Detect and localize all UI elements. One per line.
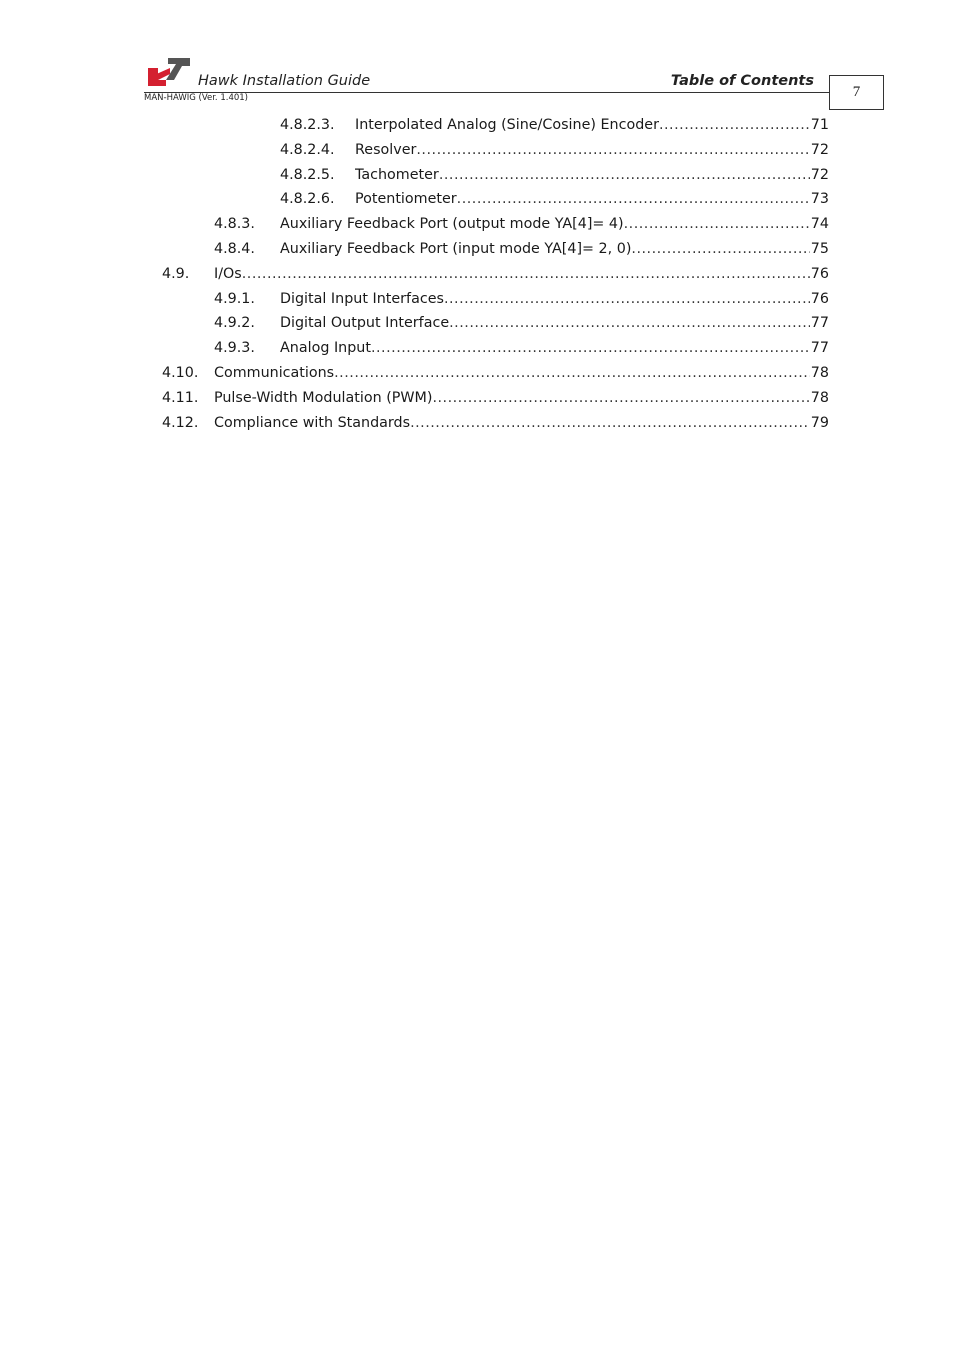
dot-leader — [432, 386, 809, 411]
toc-entry-page: 71 — [810, 117, 829, 133]
toc-entry-page: 77 — [810, 315, 829, 332]
toc-entry-title: Communications — [214, 364, 335, 381]
toc-entry-number: 4.8.2.4. — [280, 141, 335, 158]
table-of-contents — [0, 113, 954, 435]
section-title: Table of Contents — [670, 73, 814, 89]
toc-entry-title: Auxiliary Feedback Port (input mode YA[4]= 2, 0) — [280, 240, 632, 257]
toc-entry[interactable] — [0, 187, 954, 212]
toc-entry-title: Auxiliary Feedback Port (output mode YA[4]= 4) — [280, 216, 624, 233]
toc-entry-page: 78 — [810, 364, 829, 381]
toc-entry-page: 77 — [810, 340, 829, 357]
toc-entry-title: Digital Input Interfaces — [280, 290, 444, 307]
toc-entry[interactable] — [0, 237, 954, 262]
dot-leader — [631, 237, 809, 262]
toc-entry-number: 4.8.4. — [214, 240, 255, 257]
toc-entry[interactable] — [0, 411, 954, 436]
toc-entry-number: 4.12. — [162, 414, 199, 431]
toc-entry-title: Compliance with Standards — [214, 414, 411, 431]
toc-entry-number: 4.11. — [162, 389, 199, 406]
dot-leader — [659, 113, 810, 138]
toc-entry-title: Digital Output Interface — [280, 315, 450, 332]
toc-entry-page: 75 — [810, 240, 829, 257]
toc-entry[interactable] — [0, 287, 954, 312]
toc-entry-page: 74 — [810, 216, 829, 233]
dot-leader — [416, 138, 809, 163]
toc-entry-number: 4.9.3. — [214, 340, 255, 357]
toc-entry-page: 76 — [810, 290, 829, 307]
toc-entry-title: Pulse-Width Modulation (PWM) — [214, 389, 433, 406]
toc-entry-title: Potentiometer — [355, 191, 457, 208]
toc-entry-title: Tachometer — [355, 166, 439, 183]
dot-leader — [410, 411, 810, 436]
dot-leader — [457, 187, 810, 212]
toc-entry-number: 4.10. — [162, 364, 199, 381]
toc-entry-title: Resolver — [355, 141, 417, 158]
toc-entry-title: Interpolated Analog (Sine/Cosine) Encoder — [355, 117, 659, 133]
toc-entry-number: 4.8.2.6. — [280, 191, 335, 208]
dot-leader — [371, 336, 810, 361]
toc-entry-page: 73 — [810, 191, 829, 208]
document-id: MAN-HAWIG (Ver. 1.401) — [144, 93, 248, 103]
document-title: Hawk Installation Guide — [198, 73, 371, 89]
toc-entry-page: 72 — [810, 141, 829, 158]
company-logo — [148, 58, 190, 88]
page-number: 7 — [829, 75, 884, 110]
toc-entry[interactable] — [0, 163, 954, 188]
toc-entry[interactable] — [0, 361, 954, 386]
toc-entry-page: 79 — [810, 414, 829, 431]
toc-entry-page: 78 — [810, 389, 829, 406]
toc-entry-number: 4.8.2.3. — [280, 117, 335, 133]
toc-entry-number: 4.8.2.5. — [280, 166, 335, 183]
toc-entry-page: 72 — [810, 166, 829, 183]
toc-entry[interactable] — [0, 113, 954, 138]
toc-entry-title: I/Os — [214, 265, 242, 282]
dot-leader — [439, 163, 810, 188]
toc-entry[interactable] — [0, 311, 954, 336]
toc-entry-number: 4.8.3. — [214, 216, 255, 233]
toc-entry-number: 4.9.2. — [214, 315, 255, 332]
toc-entry[interactable] — [0, 262, 954, 287]
toc-entry[interactable] — [0, 336, 954, 361]
toc-entry[interactable] — [0, 386, 954, 411]
dot-leader — [624, 212, 810, 237]
toc-entry[interactable] — [0, 212, 954, 237]
toc-entry[interactable] — [0, 138, 954, 163]
dot-leader — [449, 311, 810, 336]
dot-leader — [444, 287, 810, 312]
dot-leader — [242, 262, 810, 287]
dot-leader — [334, 361, 810, 386]
toc-entry-title: Analog Input — [280, 340, 371, 357]
toc-entry-number: 4.9. — [162, 265, 190, 282]
toc-entry-number: 4.9.1. — [214, 290, 255, 307]
toc-entry-page: 76 — [810, 265, 829, 282]
